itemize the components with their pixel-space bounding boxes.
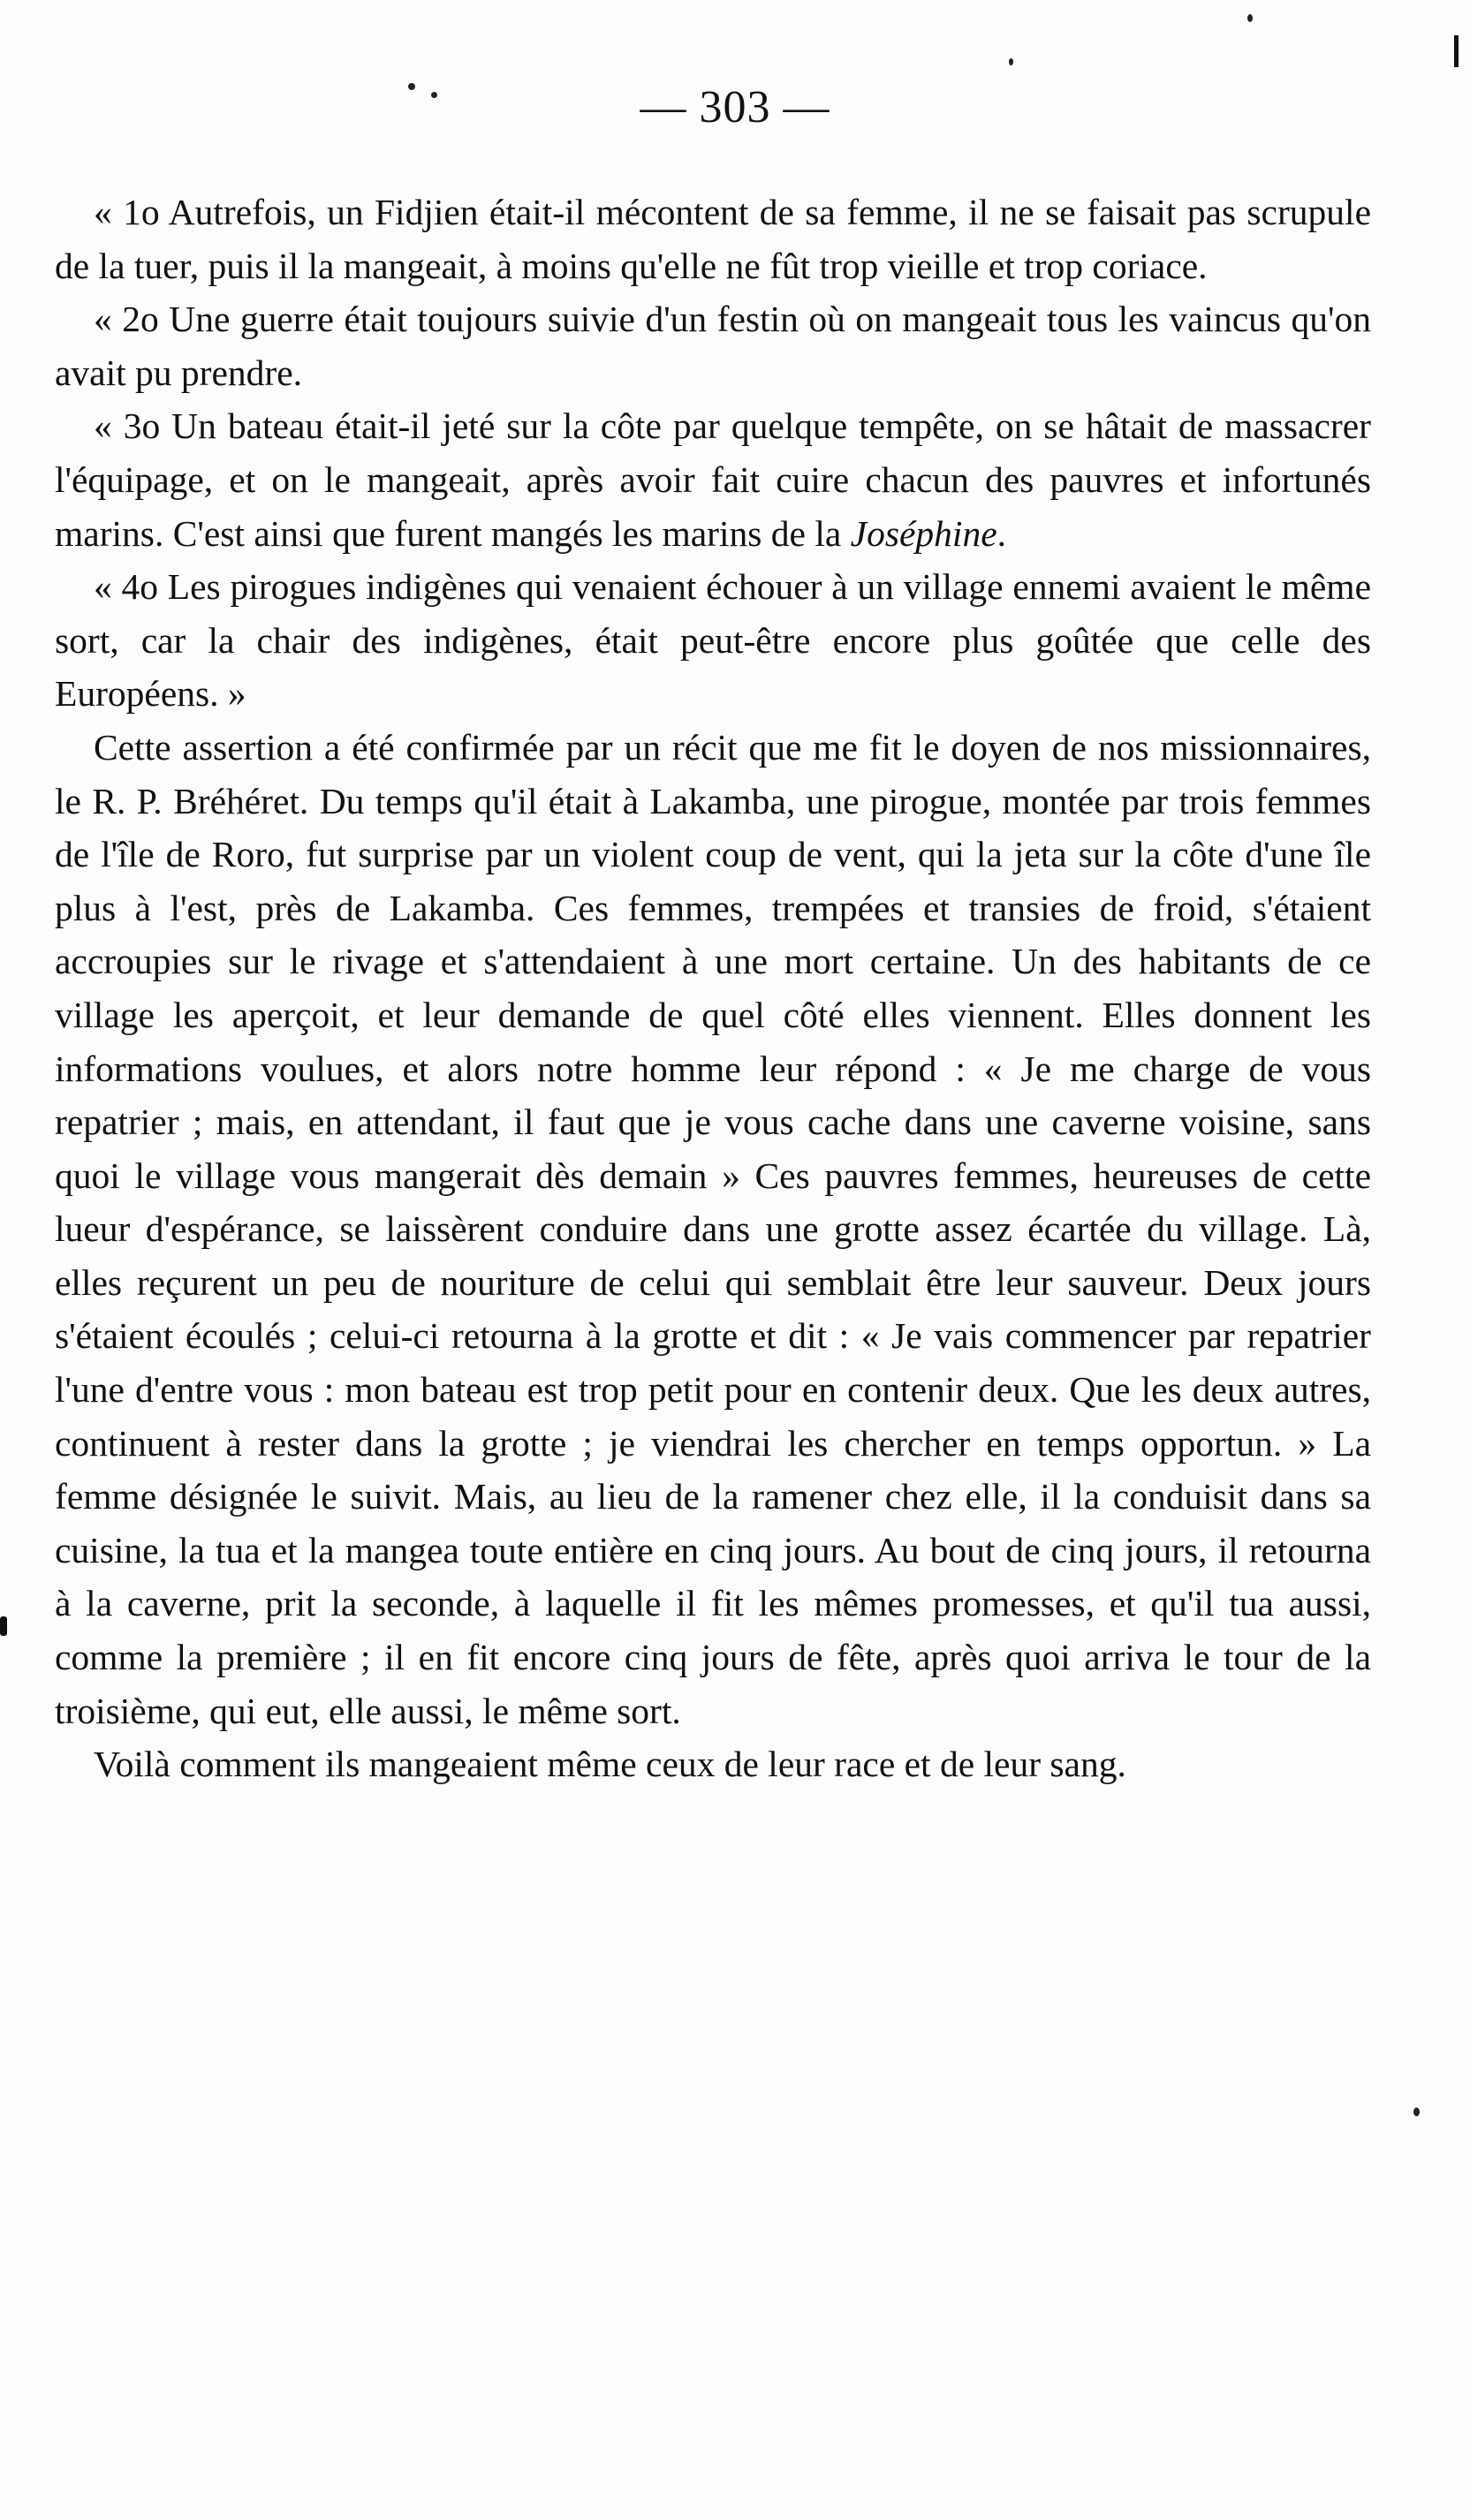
scan-speck [408, 83, 415, 90]
paragraph-3-end: . [996, 512, 1006, 554]
page-number: — 303 — [640, 82, 830, 132]
paragraph-5: Cette assertion a été confirmée par un récit que me fit le doyen de nos missionnaires, le R. P. Bréhéret. Du temps qu'il était à Lakamba, une pirogue, montée par trois femmes de l'île de Roro, fut surprise par un violent coup de vent, qui la jeta sur la côte d'une île plus à l'est, près de Lakamba. Ces femmes, trempées et transies de froid, s'étaient accroupies sur le rivage et s'attendaient à une mort certaine. Un des habitants de ce village les aperçoit, et leur demande de quel côté elles viennent. Elles donnent les informations voulues, et alors notre homme leur répond : « Je me charge de vous repatrier ; mais, en attendant, il faut que je vous cache dans une caverne voisine, sans quoi le village vous mangerait dès demain » Ces pauvres femmes, heureuses de cette lueur d'espérance, se laissèrent conduire dans une grotte assez écartée du village. Là, elles reçurent un peu de nouriture de celui qui semblait être leur sauveur. Deux jours s'étaient écoulés ; celui-ci retourna à la grotte et dit : « Je vais commencer par repatrier l'une d'entre vous : mon bateau est trop petit pour en contenir deux. Que les deux autres, continuent à rester dans la grotte ; je viendrai les chercher en temps opportun. » La femme désignée le suivit. Mais, au lieu de la ramener chez elle, il la conduisit dans sa cuisine, la tua et la mangea toute entière en cinq jours. Au bout de cinq jours, il retourna à la caverne, prit la seconde, à laquelle il fit les mêmes promesses, et qu'il tua aussi, comme la première ; il en fit encore cinq jours de fête, après quoi arriva le tour de la troisième, qui eut, elle aussi, le même sort. [55, 726, 1371, 1731]
paragraph-6: Voilà comment ils mangeaient même ceux de leur race et de leur sang. [94, 1744, 1126, 1785]
scan-edge-mark [1454, 35, 1459, 67]
scan-speck [1009, 58, 1013, 65]
scan-edge-mark [0, 1616, 7, 1636]
paragraph-3-text: « 3o Un bateau était-il jeté sur la côte par quelque tempête, on se hâtait de massacrer l'équipage, et on le mangeait, après avoir fait cuire chacun des pauvres et infortunés marins. C'est ainsi que furent mangés les marins de la [55, 405, 1371, 554]
ship-name: Joséphine [850, 512, 997, 554]
paragraph-4: « 4o Les pirogues indigènes qui venaient échouer à un village ennemi avaient le même sort, car la chair des indigènes, était peut-être encore plus goûtée que celle des Européens. » [55, 566, 1371, 715]
scan-speck [431, 92, 437, 98]
scan-speck [1413, 2108, 1420, 2116]
paragraph-1: « 1o Autrefois, un Fidjien était-il mécontent de sa femme, il ne se faisait pas scrupule de la tuer, puis il la mangeait, à moins qu'elle ne fût trop vieille et trop coriace. [55, 192, 1371, 286]
paragraph-3 [55, 399, 1371, 560]
page-body [55, 185, 1371, 1791]
scan-speck [1247, 14, 1253, 22]
paragraph-2: « 2o Une guerre était toujours suivie d'un festin où on mangeait tous les vaincus qu'on avait pu prendre. [55, 299, 1371, 393]
